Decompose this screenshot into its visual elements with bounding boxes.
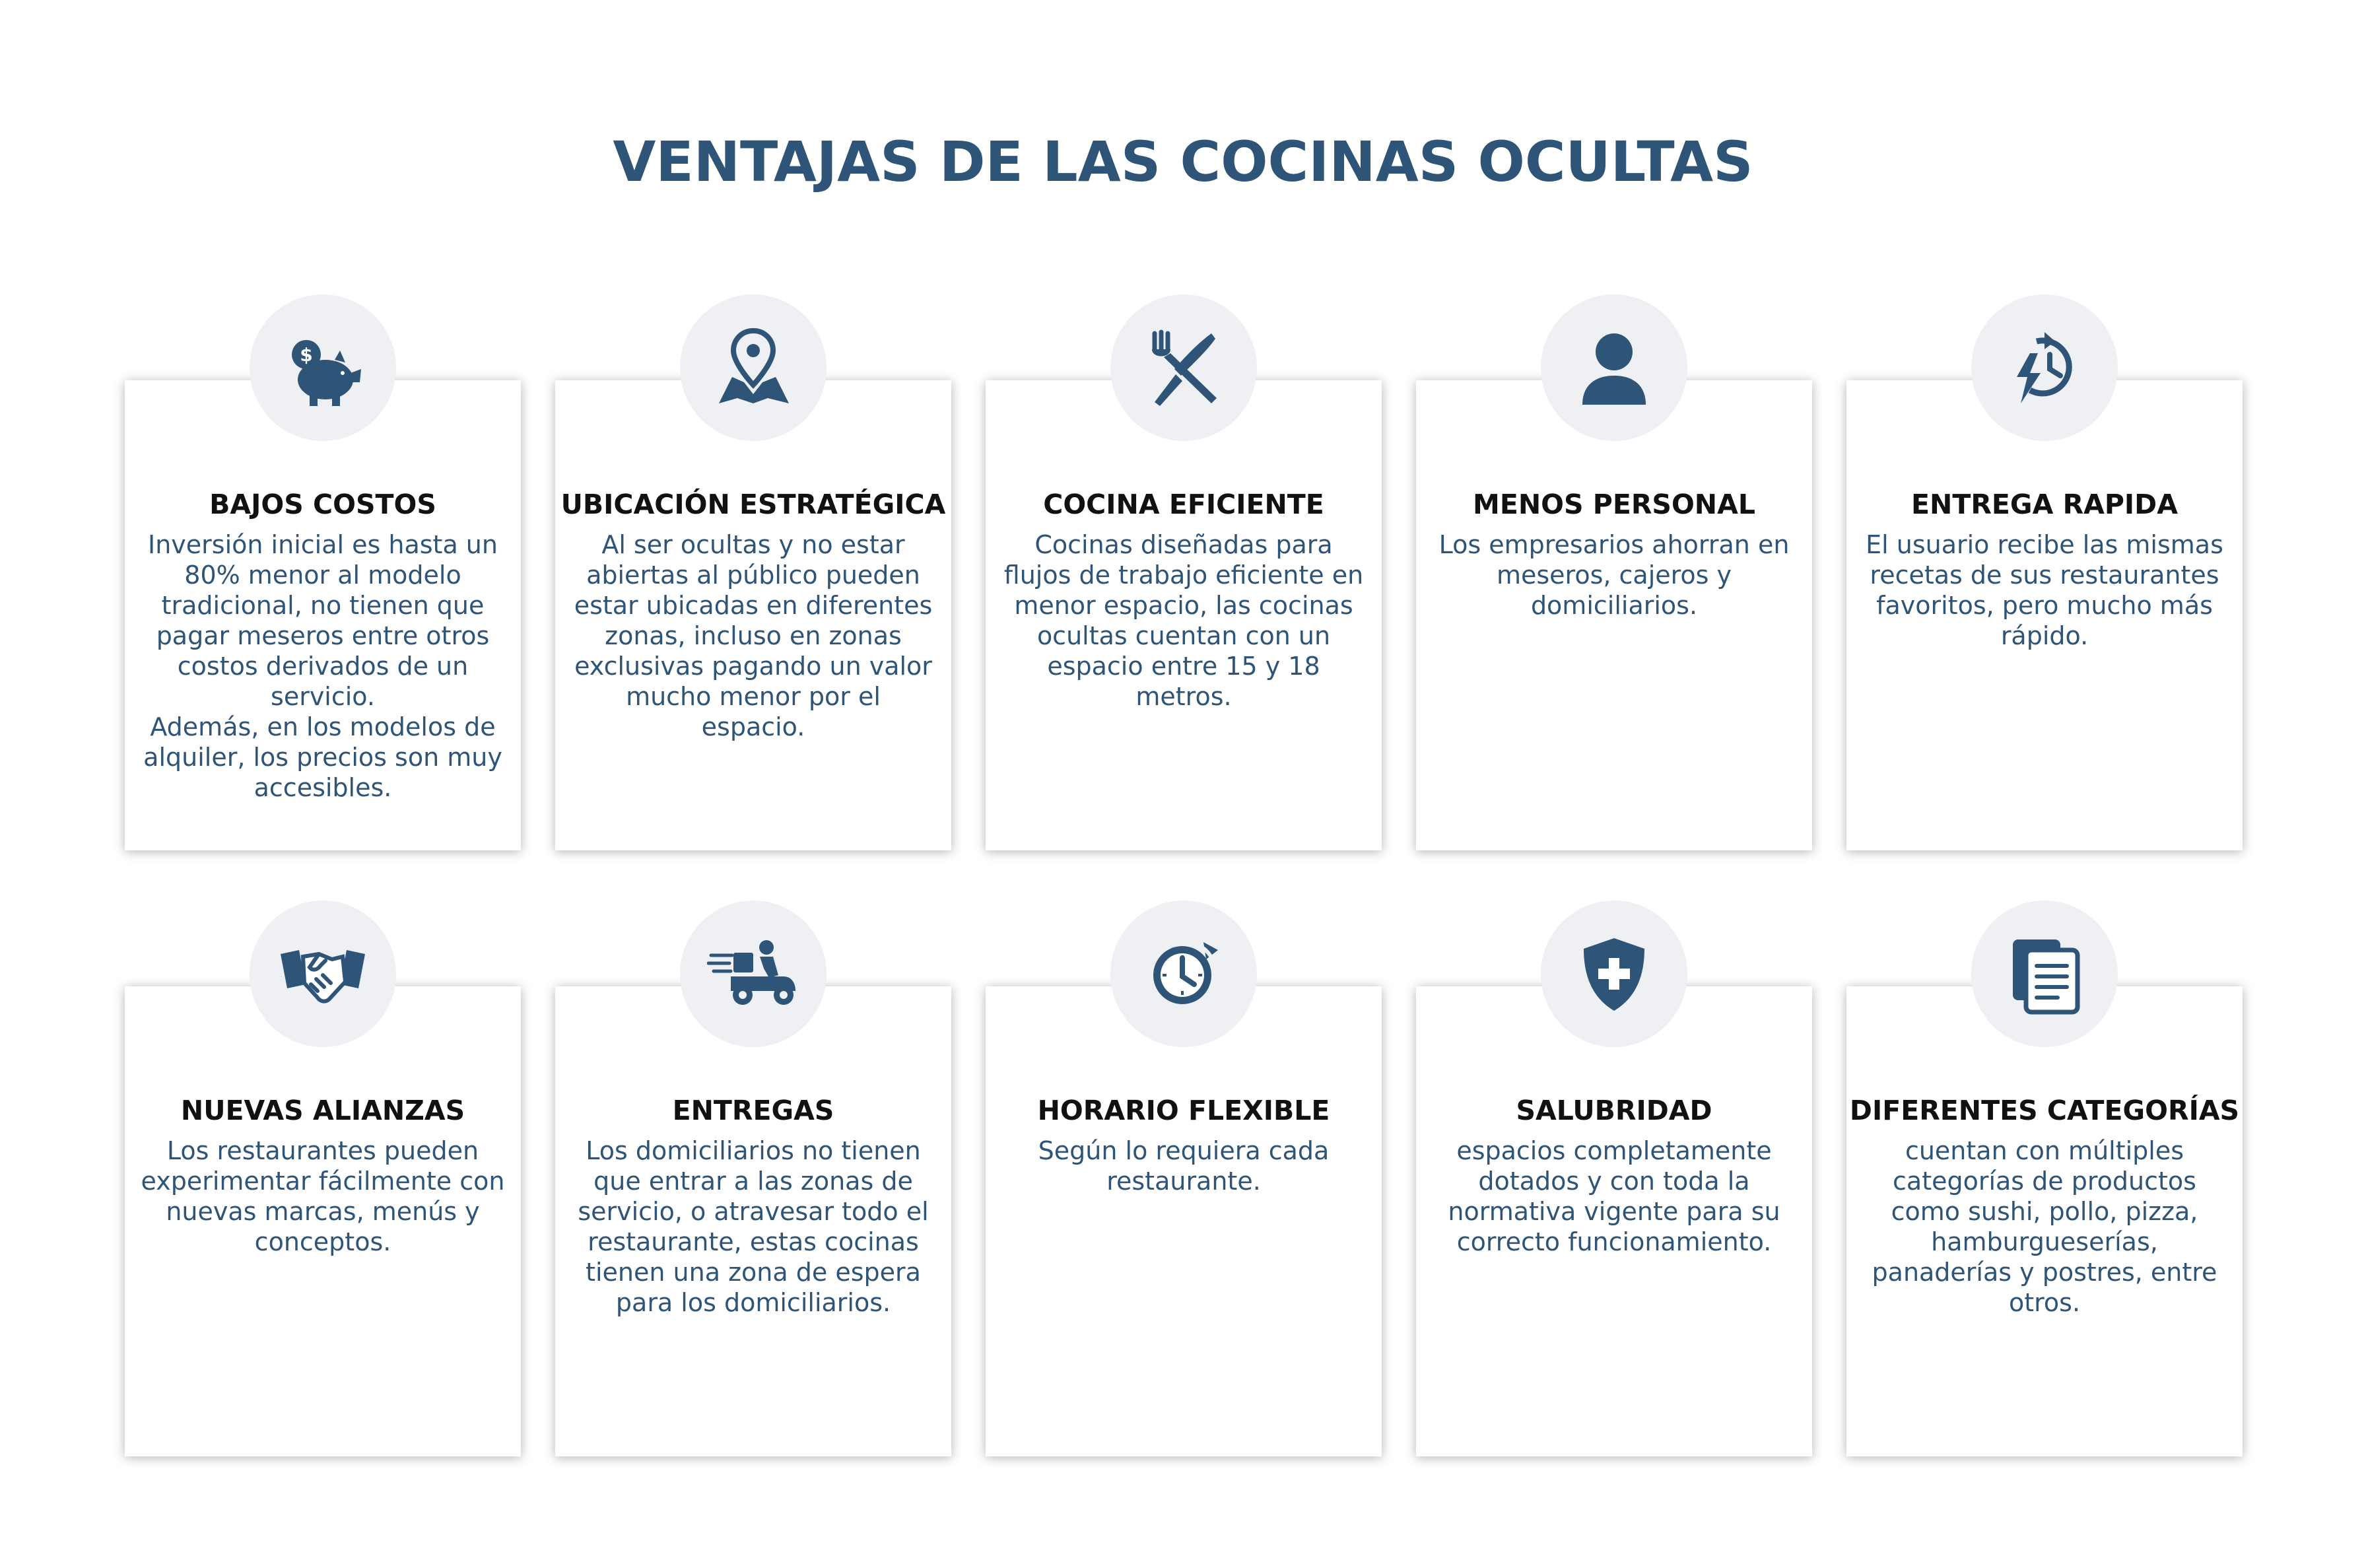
card-title: MENOS PERSONAL — [1473, 489, 1755, 520]
card-text: Los restaurantes pueden experimentar fácilmente con nuevas marcas, menús y conceptos. — [141, 1136, 505, 1256]
card-title: COCINA EFICIENTE — [1043, 489, 1324, 520]
card-salubridad — [1416, 986, 1812, 1456]
card-title: BAJOS COSTOS — [209, 489, 436, 520]
card-cocina-eficiente — [986, 380, 1382, 850]
card-text: Al ser ocultas y no estar abiertas al público pueden estar ubicadas en diferentes zonas, incluso en zonas exclusivas pagando un valor mucho menor por el espacio. — [574, 530, 933, 741]
card-title: ENTREGA RAPIDA — [1911, 489, 2178, 520]
card-text: espacios completamente dotados y con toda la normativa vigente para su correcto funcionamiento. — [1448, 1136, 1780, 1256]
card-diferentes-categorias — [1846, 986, 2243, 1456]
svg-text:$: $ — [300, 344, 313, 366]
card-ubicacion-estrategica — [555, 380, 951, 850]
card-title: NUEVAS ALIANZAS — [180, 1095, 465, 1126]
card-horario-flexible — [986, 986, 1382, 1456]
person-icon — [1568, 322, 1660, 414]
card-entrega-rapida — [1846, 380, 2243, 850]
documents-icon — [1998, 928, 2091, 1020]
clock-arrow-icon — [1137, 928, 1230, 1020]
card-nuevas-alianzas — [125, 986, 521, 1456]
card-menos-personal — [1416, 380, 1812, 850]
card-text: Los empresarios ahorran en meseros, cajeros y domiciliarios. — [1438, 530, 1790, 620]
card-text: El usuario recibe las mismas recetas de sus restaurantes favoritos, pero mucho más rápido. — [1866, 530, 2223, 650]
map-pin-icon — [707, 322, 799, 414]
icon-circle — [1110, 294, 1257, 441]
card-text: Inversión inicial es hasta un 80% menor al modelo tradicional, no tienen que pagar meseros entre otros costos derivados de un servicio. Además, en los modelos de alquiler, los precios son muy accesibles. — [143, 530, 502, 802]
fast-clock-icon — [1998, 322, 2091, 414]
icon-circle — [1541, 901, 1687, 1047]
card-entregas — [555, 986, 951, 1456]
card-title: ENTREGAS — [672, 1095, 834, 1126]
icon-circle — [1541, 294, 1687, 441]
piggy-bank-dollar-icon — [277, 322, 369, 414]
icon-circle — [1971, 294, 2118, 441]
card-text: cuentan con múltiples categorías de productos como sushi, pollo, pizza, hamburgueserías, panaderías y postres, entre otros. — [1872, 1136, 2217, 1317]
card-text: Según lo requiera cada restaurante. — [1038, 1136, 1330, 1196]
icon-circle — [250, 901, 396, 1047]
delivery-scooter-icon — [707, 928, 799, 1020]
card-title: SALUBRIDAD — [1516, 1095, 1712, 1126]
medical-shield-icon — [1568, 928, 1660, 1020]
card-title: UBICACIÓN ESTRATÉGICA — [560, 489, 946, 520]
card-bajos-costos — [125, 380, 521, 850]
handshake-icon — [277, 928, 369, 1020]
icon-circle — [250, 294, 396, 441]
card-text: Cocinas diseñadas para flujos de trabajo eficiente en menor espacio, las cocinas ocultas cuentan con un espacio entre 15 y 18 metros. — [1003, 530, 1364, 711]
fork-knife-icon — [1137, 322, 1230, 414]
page-title: VENTAJAS DE LAS COCINAS OCULTAS — [613, 129, 1753, 194]
icon-circle — [680, 901, 827, 1047]
card-text: Los domiciliarios no tienen que entrar a las zonas de servicio, o atravesar todo el restaurante, estas cocinas tienen una zona de espera para los domiciliarios. — [578, 1136, 929, 1317]
icon-circle — [1971, 901, 2118, 1047]
icon-circle — [1110, 901, 1257, 1047]
card-title: DIFERENTES CATEGORÍAS — [1849, 1095, 2240, 1126]
icon-circle — [680, 294, 827, 441]
card-title: HORARIO FLEXIBLE — [1037, 1095, 1330, 1126]
